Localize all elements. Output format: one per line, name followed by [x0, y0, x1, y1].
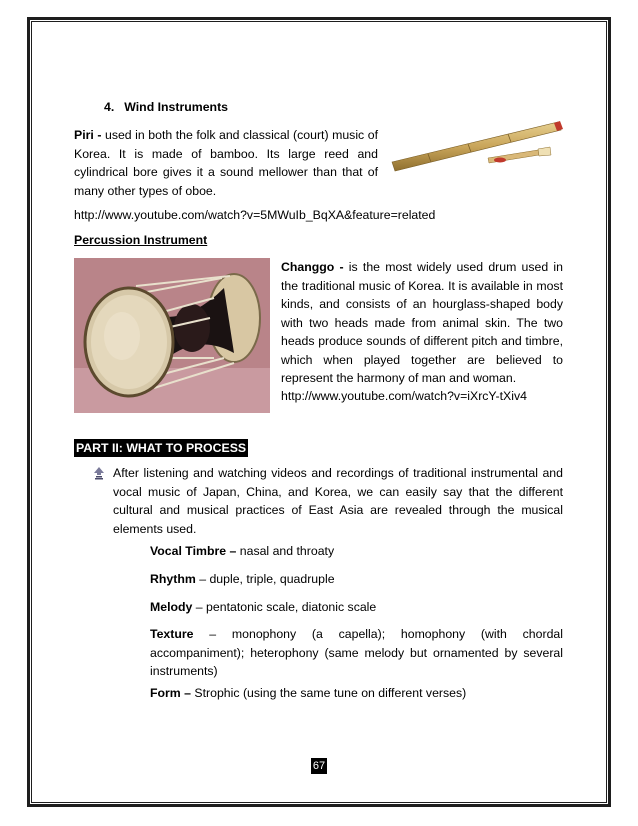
element-vocal-timbre [150, 542, 563, 561]
part2-intro: After listening and watching videos and recordings of traditional instrumental and vocal music of Japan, China, and Korea, we can easily say that the different cultural and musical practices of East Asia are revealed through the musical elements used. [113, 466, 563, 536]
element-texture [150, 625, 563, 681]
element-melody [150, 598, 563, 617]
element-term: Melody [150, 600, 193, 614]
element-term: Texture [150, 627, 194, 641]
changgo-description: is the most widely used drum used in the traditional music of Korea. It is available in most kinds, and consists of an hourglass-shaped body with two heads made from animal skin. The two heads produce sounds of different pitch and timbre, which when played together are believed to represent the harmony of man and woman. [281, 260, 563, 385]
element-desc: nasal and throaty [236, 544, 335, 558]
element-desc: Strophic (using the same tune on different verses) [191, 686, 467, 700]
changgo-term: Changgo - [281, 260, 344, 274]
changgo-paragraph [281, 258, 563, 388]
section-title: Wind Instruments [124, 100, 228, 114]
arrow-bullet-icon [92, 466, 106, 480]
piri-paragraph [74, 126, 378, 200]
section-number: 4. [104, 100, 115, 114]
element-term: Rhythm [150, 572, 196, 586]
percussion-heading: Percussion Instrument [74, 233, 208, 247]
element-form [150, 684, 563, 703]
changgo-drum-image [74, 258, 270, 413]
element-desc: – pentatonic scale, diatonic scale [192, 600, 377, 614]
page-number: 67 [312, 760, 326, 772]
element-desc: – monophony (a capella); homophony (with chordal accompaniment); heterophony (same melody but ornamented by several instruments) [150, 627, 563, 678]
piri-term: Piri - [74, 128, 102, 142]
element-desc: – duple, triple, quadruple [195, 572, 335, 586]
element-term: Vocal Timbre – [150, 544, 237, 558]
piri-video-link[interactable]: http://www.youtube.com/watch?v=5MWuIb_BqXA&feature=related [74, 208, 436, 222]
element-term: Form – [150, 686, 191, 700]
element-rhythm [150, 570, 563, 589]
section-heading [104, 100, 228, 114]
part2-heading: PART II: WHAT TO PROCESS [76, 441, 247, 455]
piri-flute-image [388, 110, 566, 196]
changgo-video-link[interactable]: http://www.youtube.com/watch?v=iXrcY-tXiv4 [281, 389, 527, 403]
piri-description: used in both the folk and classical (court) music of Korea. It is made of bamboo. Its large reed and cylindrical bore gives it a sound mellower than that of many other types of oboe. [74, 128, 378, 198]
